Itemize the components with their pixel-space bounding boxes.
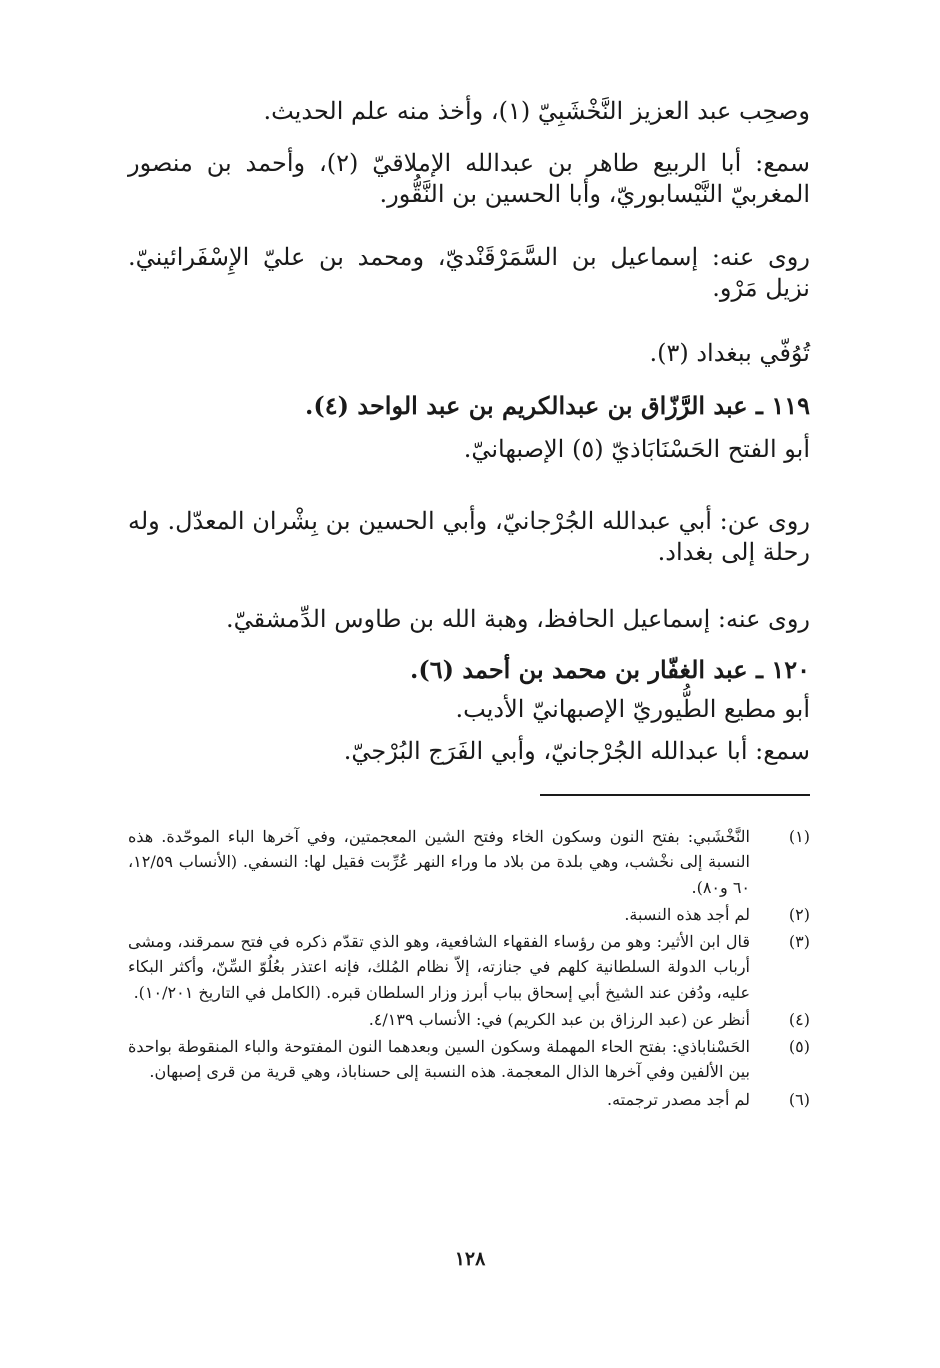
- footnote-number: (٤): [788, 1009, 810, 1029]
- footnote-number: (٢): [788, 904, 810, 924]
- body-line-death: تُوُفّي ببغداد (٣).: [649, 339, 810, 367]
- body-line-1: وصحِب عبد العزيز النَّخْشَبِيّ (١)، وأخذ منه علم الحديث.: [263, 97, 810, 125]
- entry-120-title: ١٢٠ ـ عبد الغفّار بن محمد بن أحمد (٦).: [410, 655, 810, 684]
- footnote-number: (٣): [788, 932, 810, 952]
- footnote-number: (٦): [788, 1089, 810, 1109]
- entry-119-title: ١١٩ ـ عبد الرَّزّاق بن عبدالكريم بن عبد الواحد (٤).: [305, 391, 810, 420]
- footnote-item: [128, 824, 810, 900]
- footnote-text: النَّخْشَبي: بفتح النون وسكون الخاء وفتح الشين المعجمتين، وفي آخرها الباء الموحّدة. هذه النسبة إلى نخْشب، وهي بلدة من بلاد ما وراء النهر عُرِّبت فقيل لها: النسفي. (الأنساب ١٢/٥٩، ٦٠ و٨٠).: [128, 827, 750, 897]
- footnote-item: [128, 1007, 810, 1032]
- body-paragraph-sama: سمع: أبا الربيع طاهر بن عبدالله الإملاقيّ (٢)، وأحمد بن منصور المغربيّ النَّيْسابوريّ، وأبا الحسين بن النَّقُّور.: [128, 149, 810, 209]
- body-line-rawa-anhu-2: روى عنه: إسماعيل الحافظ، وهبة الله بن طاوس الدِّمشقيّ.: [225, 605, 810, 633]
- body-paragraph-rawa-an: روى عن: أبي عبدالله الجُرْجانيّ، وأبي الحسين بن بِشْران المعدّل. وله رحلة إلى بغداد.: [128, 507, 810, 567]
- footnote-text: أنظر عن (عبد الرزاق بن عبد الكريم) في: الأنساب ٤/١٣٩.: [368, 1009, 750, 1029]
- entry-119-nisba: أبو الفتح الحَسْنَابَاذيّ (٥) الإصبهانيّ.: [463, 435, 810, 463]
- entry-120-nisba: أبو مطيع الطُّيوريّ الإصبهانيّ الأديب.: [455, 695, 810, 723]
- footnote-item: [128, 929, 810, 1005]
- footnotes: [128, 824, 810, 1114]
- footnote-text: قال ابن الأثير: وهو من رؤساء الفقهاء الشافعية، وهو الذي تقدّم ذكره في فتح سمرقند، ومشى أرباب الدولة السلطانية كلهم في جنازته، إلاّ نظام المُلك، فإنه اعتذر بعُلُوّ السِّنّ، وأكثر البكاء عليه، ودُفن عند الشيخ أبي إسحاق بباب أبرز وزار السلطان قبره. (الكامل في التاريخ ١٠/٢٠١).: [128, 932, 751, 1002]
- footnote-text: الحَسْناباذي: بفتح الحاء المهملة وسكون السين وبعدهما النون المفتوحة والباء المنقوطة بواحدة بين الألفين وفي آخرها الذال المعجمة. هذه النسبة إلى حسناباذ، وهي قرية من قرى إصبهان.: [128, 1037, 750, 1082]
- page-number: ١٢٨: [454, 1248, 486, 1270]
- footnote-item: [128, 1087, 810, 1112]
- footnote-text: لم أجد هذه النسبة.: [624, 904, 750, 924]
- footnote-number: (٥): [788, 1037, 810, 1057]
- body-paragraph-rawa-anhu: روى عنه: إسماعيل بن السَّمَرْقَنْديّ، ومحمد بن عليّ الإِسْفَرائينيّ. نزيل مَرْو.: [128, 243, 810, 303]
- footnote-item: [128, 902, 810, 927]
- footnote-item: [128, 1034, 810, 1085]
- footnote-text: لم أجد مصدر ترجمته.: [607, 1089, 750, 1109]
- body-line-sama-2: سمع: أبا عبدالله الجُرْجانيّ، وأبي الفَرَج البُرْجيّ.: [343, 737, 810, 765]
- footnote-separator: [540, 794, 810, 796]
- footnote-number: (١): [788, 827, 810, 846]
